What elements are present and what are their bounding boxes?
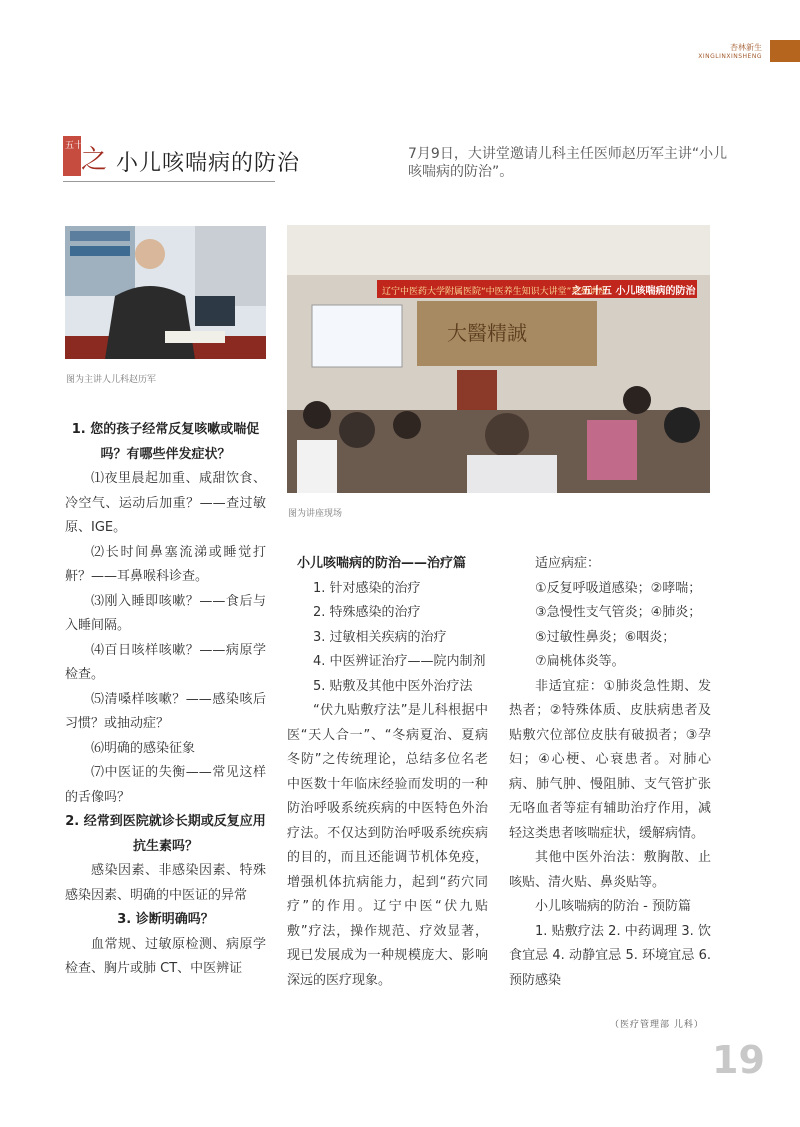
question-3-text: 血常规、过敏原检测、病原学检查、胸片或肺 CT、中医辨证 xyxy=(65,936,266,976)
prevention-heading: 小儿咳喘病的防治 - 预防篇 xyxy=(535,899,691,914)
treatment-heading: 小儿咳喘病的防治——治疗篇 xyxy=(297,556,467,571)
column-name-en: XINGLINXINSHENG xyxy=(698,53,762,60)
indications-label: 适应病症： xyxy=(535,556,601,571)
treatment-item-4: 4. 中医辨证治疗——院内制剂 xyxy=(313,654,486,669)
series-logo-icon xyxy=(63,136,107,178)
column-1 xyxy=(65,418,266,982)
column-name: 杏林新生 xyxy=(730,43,762,52)
treatment-item-3: 3. 过敏相关疾病的治疗 xyxy=(313,629,447,645)
prevention-items: 1. 贴敷疗法 2. 中药调理 3. 饮食宜忌 4. 动静宜忌 5. 环境宜忌 6. 预防感染 xyxy=(509,923,711,988)
question-1-heading: 1. 您的孩子经常反复咳嗽或喘促吗？有哪些伴发症状？ xyxy=(71,422,260,462)
title-underline xyxy=(63,181,275,182)
indication-line-2: ③急慢性支气管炎；④肺炎； xyxy=(535,605,702,620)
question-2-text: 感染因素、非感染因素、特殊感染因素、明确的中医证的异常 xyxy=(65,863,266,903)
banner-left-text: 辽宁中医药大学附属医院“中医养生知识大讲堂”系列讲座 xyxy=(382,287,608,297)
article-intro: 7月9日，大讲堂邀请儿科主任医师赵历军主讲“小儿咳喘病的防治”。 xyxy=(408,146,728,180)
lecture-photo-caption: 图为讲座现场 xyxy=(288,509,343,519)
banner-right-text: 之五十五 小儿咳喘病的防治 xyxy=(572,286,696,297)
symptom-2: ⑵长时间鼻塞流涕或睡觉打鼾？——耳鼻喉科诊查。 xyxy=(65,544,266,584)
column-2 xyxy=(287,552,488,993)
symptom-6: ⑹明确的感染征象 xyxy=(91,740,196,756)
symptom-5: ⑸清嗓样咳嗽？——感染咳后习惯？或抽动症？ xyxy=(65,691,266,731)
treatment-item-2: 2. 特殊感染的治疗 xyxy=(313,605,421,620)
indication-line-1: ①反复呼吸道感染；②哮喘； xyxy=(535,580,702,596)
author-signature: （医疗管理部 儿科） xyxy=(610,1020,704,1030)
page-number: 19 xyxy=(712,1038,765,1082)
treatment-item-5: 5. 贴敷及其他中医外治疗法 xyxy=(313,678,473,694)
contraindications: 非适宜症：①肺炎急性期、发热者；②特殊体质、皮肤病患者及贴敷穴位部位皮肤有破损者；③孕妇；④心梗、心衰患者。对肺心病、肺气肿、慢阻肺、支气管扩张无咯血者等症有辅助治疗作用，减轻这类患者咳喘症状，缓解病情。 xyxy=(509,678,711,841)
symptom-7: ⑺中医证的失衡——常见这样的舌像吗？ xyxy=(65,765,266,805)
treatment-item-1: 1. 针对感染的治疗 xyxy=(313,580,421,596)
logo-sub-text: 五十五 xyxy=(65,141,93,151)
article-title: 小儿咳喘病的防治 xyxy=(116,151,301,176)
symptom-3: ⑶刚入睡即咳嗽？——食后与入睡间隔。 xyxy=(65,593,266,633)
fujiu-paragraph: “伏九贴敷疗法”是儿科根据中医“天人合一”、“冬病夏治、夏病冬防”之传统理论，总结多位名老中医数十年临床经验而发明的一种防治呼吸系统疾病的中医特色外治疗法。不仅达到防治呼吸系统疾病的目的，而且还能调节机体免疫，增强机体抗病能力，起到“药穴同疗”的作用。辽宁中医“伏九贴敷”疗法，操作规范、疗效显著，现已发展成为一种规模庞大、影响深远的医疗现象。 xyxy=(287,703,488,988)
speaker-photo-caption: 图为主讲人儿科赵历军 xyxy=(66,375,157,385)
series-logo xyxy=(63,136,107,178)
speaker-photo xyxy=(65,226,266,359)
indication-line-3: ⑤过敏性鼻炎；⑥咽炎； xyxy=(535,629,676,645)
running-header xyxy=(600,40,800,66)
logo-main-text: 之 xyxy=(81,145,107,175)
lecture-photo xyxy=(287,225,710,493)
other-external-treatments: 其他中医外治法：敷胸散、止咳贴、清火贴、鼻炎贴等。 xyxy=(509,850,711,890)
question-2-heading: 2. 经常到医院就诊长期或反复应用抗生素吗？ xyxy=(65,814,266,854)
symptom-4: ⑷百日咳样咳嗽？——病原学检查。 xyxy=(65,642,266,682)
column-3 xyxy=(509,552,711,993)
header-accent-bar xyxy=(770,40,800,62)
calligraphy-text: 大醫精誠 xyxy=(447,321,527,345)
indication-line-4: ⑦扁桃体炎等。 xyxy=(535,654,625,669)
symptom-1: ⑴夜里晨起加重、咸甜饮食、冷空气、运动后加重？——查过敏原、IGE。 xyxy=(65,471,266,535)
question-3-heading: 3. 诊断明确吗？ xyxy=(117,912,214,927)
